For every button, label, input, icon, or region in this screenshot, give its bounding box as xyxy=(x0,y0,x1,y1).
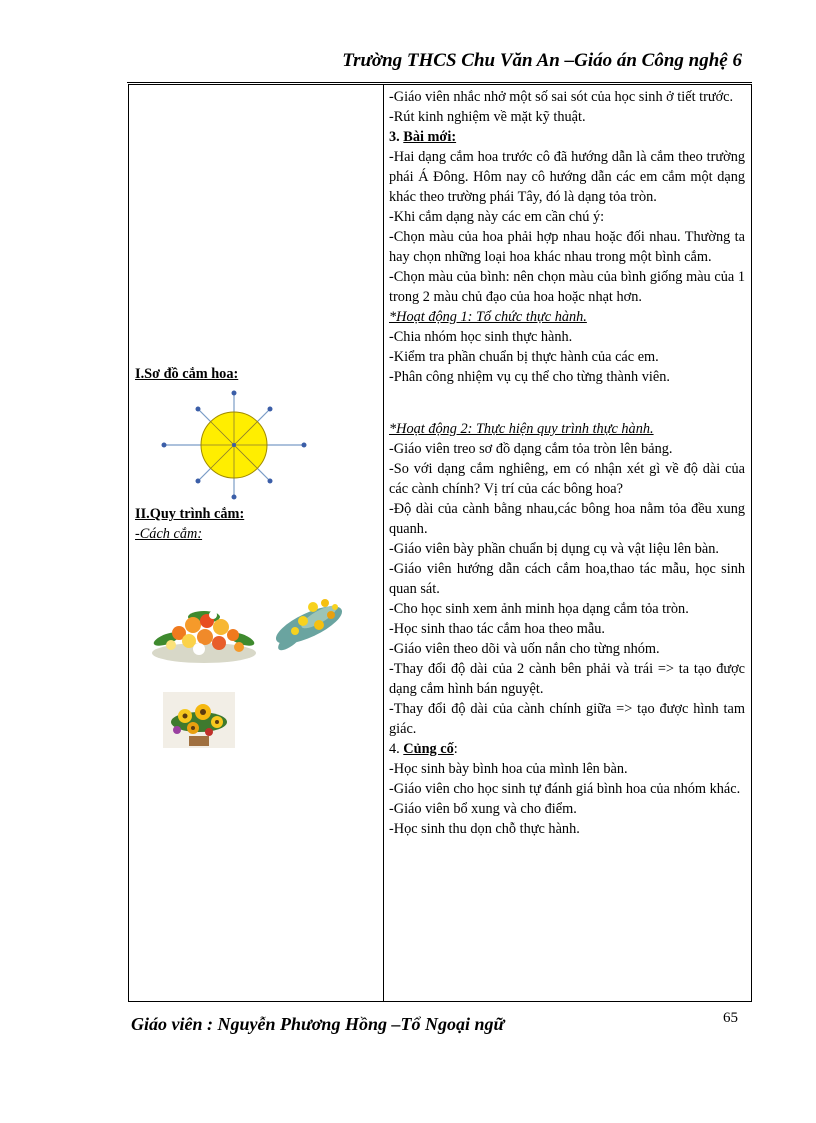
text-line: -Học sinh thu dọn chỗ thực hành. xyxy=(389,821,580,837)
text-line: -Giáo viên hướng dẫn cách cắm hoa,thao tác mẫu, học sinh quan sát. xyxy=(389,561,745,597)
flower-arrangement-photo-1 xyxy=(149,597,259,665)
consolidation-heading: 4. Củng cố: xyxy=(389,741,458,757)
text-line: -Thay đổi độ dài của cành chính giữa => tạo được hình tam giác. xyxy=(389,701,745,737)
text-line: -Hai dạng cắm hoa trước cô đã hướng dẫn là cắm theo trường phái Á Đông. Hôm nay cô hướng dẫn các em cắm một dạng khác theo trường phái Tây, đó là dạng tỏa tròn. xyxy=(389,149,745,205)
activity-2-heading: *Hoạt động 2: Thực hiện quy trình thực hành. xyxy=(389,421,654,437)
right-column xyxy=(389,87,745,839)
text-line: -Giáo viên cho học sinh tự đánh giá bình hoa của nhóm khác. xyxy=(389,781,741,797)
text-line: -Giáo viên treo sơ đồ dạng cắm tỏa tròn lên bảng. xyxy=(389,441,673,457)
text-line: -Độ dài của cành bằng nhau,các bông hoa nằm tỏa đều xung quanh. xyxy=(389,501,745,537)
text-line: -Thay đổi độ dài của 2 cành bên phải và trái => ta tạo được dạng cắm hình bán nguyệt. xyxy=(389,661,745,697)
flower-arrangement-photo-2 xyxy=(269,595,351,655)
text-line: -Giáo viên bày phần chuẩn bị dụng cụ và vật liệu lên bàn. xyxy=(389,541,719,557)
text-line: -So với dạng cắm nghiêng, em có nhận xét gì về độ dài của các cành chính? Vị trí của các bông hoa? xyxy=(389,461,745,497)
section-flower-diagram-title: I.Sơ đồ cắm hoa: xyxy=(135,366,239,382)
text-line: -Chọn màu của bình: nên chọn màu của bình giống màu của 1 trong 2 màu chủ đạo của hoa hoặc nhạt hơn. xyxy=(389,269,745,305)
text-line: -Kiểm tra phần chuẩn bị thực hành của các em. xyxy=(389,349,659,365)
page-header xyxy=(0,48,816,76)
text-line: -Chia nhóm học sinh thực hành. xyxy=(389,329,573,345)
section-procedure-title: II.Quy trình cắm: xyxy=(135,506,245,522)
text-line: -Cho học sinh xem ảnh minh họa dạng cắm tỏa tròn. xyxy=(389,601,689,617)
text-line: -Phân công nhiệm vụ cụ thể cho từng thành viên. xyxy=(389,369,670,385)
header-title: Trường THCS Chu Văn An –Giáo án Công nghệ 6 xyxy=(342,50,742,71)
radial-arrangement-diagram xyxy=(161,390,307,500)
flower-arrangement-photo-3 xyxy=(163,692,235,748)
text-line: -Giáo viên bổ xung và cho điểm. xyxy=(389,801,577,817)
text-line: -Khi cắm dạng này các em cần chú ý: xyxy=(389,209,605,225)
left-column xyxy=(129,85,383,1001)
footer-teacher: Giáo viên : Nguyễn Phương Hồng –Tổ Ngoại ngữ xyxy=(131,1014,505,1034)
text-line: -Học sinh thao tác cắm hoa theo mẫu. xyxy=(389,621,605,637)
lesson-table xyxy=(128,84,752,1002)
text-line: -Giáo viên nhắc nhở một số sai sót của học sinh ở tiết trước. xyxy=(389,89,734,105)
activity-1-heading: *Hoạt động 1: Tổ chức thực hành. xyxy=(389,309,587,325)
text-line: -Học sinh bày bình hoa của mình lên bàn. xyxy=(389,761,628,777)
text-line: -Giáo viên theo dõi và uốn nắn cho từng nhóm. xyxy=(389,641,660,657)
text-line: -Rút kinh nghiệm về mặt kỹ thuật. xyxy=(389,109,586,125)
column-divider xyxy=(383,85,384,1001)
method-subtitle: -Cách cắm: xyxy=(135,526,203,542)
text-line: -Chọn màu của hoa phải hợp nhau hoặc đối nhau. Thường ta hay chọn những loại hoa khác nhau trong một bình cắm. xyxy=(389,229,745,265)
new-lesson-heading: 3. Bài mới: xyxy=(389,129,457,145)
header-rule xyxy=(127,82,752,83)
page-number: 65 xyxy=(723,1010,738,1026)
